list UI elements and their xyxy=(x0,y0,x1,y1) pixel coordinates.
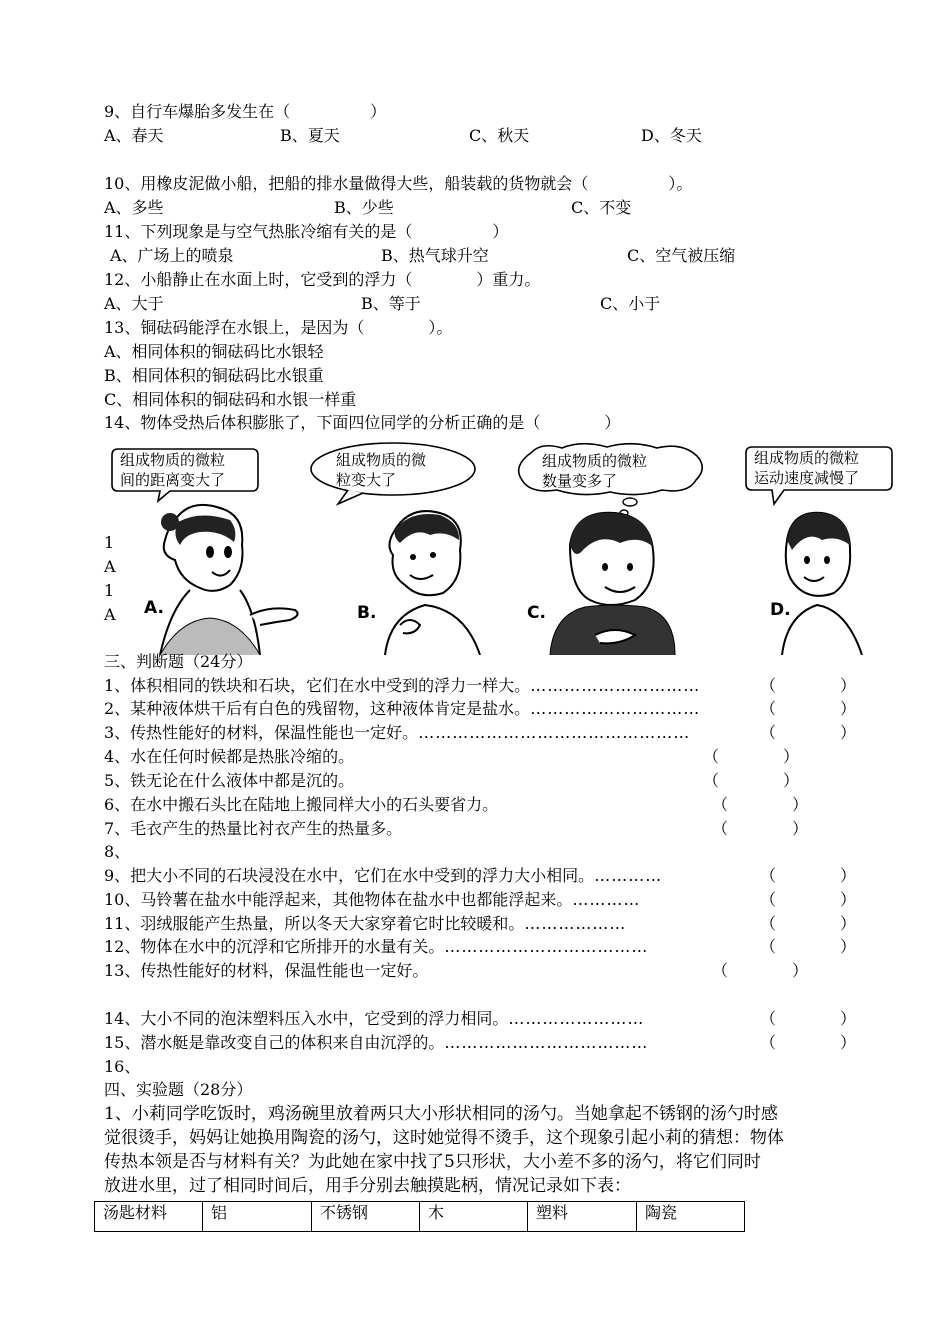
figure-label-a: A. xyxy=(144,598,164,618)
bubble-c-line1: 组成物质的微粒 xyxy=(542,452,648,470)
judge-item-3: 3、传热性能好的材料，保温性能也一定好。………………………………………… xyxy=(104,723,691,742)
bubble-b-line1: 組成物质的微 xyxy=(336,451,427,469)
experiment-paragraph-line1: 1、小莉同学吃饭时，鸡汤碗里放着两只大小形状相同的汤勺。当她拿起不锈钢的汤勺时感 xyxy=(104,1104,778,1124)
table-header-cell: 不锈钢 xyxy=(312,1202,420,1232)
answer-paren-10[interactable]: （ ） xyxy=(760,890,857,909)
section4-heading: 四、实验题（28分） xyxy=(104,1080,253,1099)
speech-bubble-d xyxy=(744,444,894,494)
q12-option-a: A、大于 xyxy=(104,294,164,313)
answer-paren-1[interactable]: （ ） xyxy=(760,676,857,695)
fragment-1: 1 xyxy=(104,533,115,552)
girl-illustration xyxy=(130,500,310,659)
speech-bubble-b xyxy=(308,442,478,497)
answer-paren-13[interactable]: （ ） xyxy=(712,961,809,980)
bubble-a-line1: 组成物质的微粒 xyxy=(120,451,226,469)
bubble-d-line1: 组成物质的微粒 xyxy=(754,449,860,467)
q11-option-c: C、空气被压缩 xyxy=(627,246,736,265)
boy-d-illustration xyxy=(762,505,872,659)
q12-option-c: C、小于 xyxy=(600,294,661,313)
q11-option-a: A、广场上的喷泉 xyxy=(110,246,234,265)
bubble-d-line2: 运动速度减慢了 xyxy=(754,469,860,487)
boy-c-illustration xyxy=(525,505,685,659)
q13-option-a: A、相同体积的铜砝码比水银轻 xyxy=(104,342,324,361)
section3-heading: 三、判断题（24分） xyxy=(104,652,253,671)
answer-paren-6[interactable]: （ ） xyxy=(712,795,809,814)
judge-item-6: 6、在水中搬石头比在陆地上搬同样大小的石头要省力。 xyxy=(104,795,499,814)
q12-option-b: B、等于 xyxy=(361,294,421,313)
fragment-3: 1 xyxy=(104,581,115,600)
answer-paren-15[interactable]: （ ） xyxy=(760,1033,857,1052)
table-header-cell: 陶瓷 xyxy=(637,1202,745,1232)
judge-item-13: 13、传热性能好的材料，保温性能也一定好。 xyxy=(104,961,429,980)
fragment-4: A xyxy=(104,605,116,624)
q10-option-c: C、不变 xyxy=(571,198,632,217)
answer-paren-5[interactable]: （ ） xyxy=(703,771,800,790)
figure-label-c: C. xyxy=(527,603,546,623)
table-header-cell: 汤匙材料 xyxy=(95,1202,203,1232)
answer-paren-4[interactable]: （ ） xyxy=(703,747,800,766)
judge-item-9: 9、把大小不同的石块浸没在水中，它们在水中受到的浮力大小相同。………… xyxy=(104,866,663,885)
q10-stem: 10、用橡皮泥做小船，把船的排水量做得大些，船装载的货物就会（ ）。 xyxy=(104,174,693,193)
judge-item-1: 1、体积相同的铁块和石块，它们在水中受到的浮力一样大。………………………… xyxy=(104,676,701,695)
answer-paren-11[interactable]: （ ） xyxy=(760,914,857,933)
answer-paren-12[interactable]: （ ） xyxy=(760,937,857,956)
bubble-b-line2: 粒变大了 xyxy=(336,471,397,489)
q9-option-a: A、春天 xyxy=(104,126,164,145)
boy-b-illustration xyxy=(355,505,505,659)
figure-label-d: D. xyxy=(770,600,791,620)
experiment-paragraph-line2: 觉很烫手，妈妈让她换用陶瓷的汤勺，这时她觉得不烫手，这个现象引起小莉的猜想：物体 xyxy=(104,1128,784,1148)
experiment-paragraph-line4: 放进水里，过了相同时间后，用手分别去触摸匙柄，情况记录如下表： xyxy=(104,1176,631,1196)
judge-item-7: 7、毛衣产生的热量比衬衣产生的热量多。 xyxy=(104,819,403,838)
q11-stem: 11、下列现象是与空气热胀冷缩有关的是（ ） xyxy=(104,222,509,241)
table-header-cell: 塑料 xyxy=(528,1202,637,1232)
table-header-cell: 铝 xyxy=(203,1202,312,1232)
q11-option-b: B、热气球升空 xyxy=(381,246,489,265)
judge-item-11: 11、羽绒服能产生热量，所以冬天大家穿着它时比较暖和。……………… xyxy=(104,914,627,933)
q9-option-c: C、秋天 xyxy=(469,126,530,145)
bubble-c-line2: 数量变多了 xyxy=(542,472,618,490)
q9-stem: 9、自行车爆胎多发生在（ ） xyxy=(104,102,387,121)
answer-paren-2[interactable]: （ ） xyxy=(760,699,857,718)
answer-paren-14[interactable]: （ ） xyxy=(760,1009,857,1028)
q10-option-b: B、少些 xyxy=(334,198,394,217)
table-header-cell: 木 xyxy=(420,1202,528,1232)
judge-item-15: 15、潜水艇是靠改变自己的体积来自由沉浮的。……………………………… xyxy=(104,1033,649,1052)
q10-option-a: A、多些 xyxy=(104,198,164,217)
speech-bubble-a xyxy=(110,445,260,495)
answer-paren-3[interactable]: （ ） xyxy=(760,723,857,742)
judge-item-10: 10、马铃薯在盐水中能浮起来，其他物体在盐水中也都能浮起来。………… xyxy=(104,890,641,909)
judge-item-14: 14、大小不同的泡沫塑料压入水中，它受到的浮力相同。…………………… xyxy=(104,1009,645,1028)
q12-stem: 12、小船静止在水面上时，它受到的浮力（ ）重力。 xyxy=(104,270,541,289)
judge-item-16: 16、 xyxy=(104,1057,141,1076)
judge-item-5: 5、铁无论在什么液体中都是沉的。 xyxy=(104,771,355,790)
q13-stem: 13、铜砝码能浮在水银上，是因为（ ）。 xyxy=(104,318,453,337)
judge-item-4: 4、水在任何时候都是热胀冷缩的。 xyxy=(104,747,355,766)
answer-paren-7[interactable]: （ ） xyxy=(712,819,809,838)
q14-stem: 14、物体受热后体积膨胀了，下面四位同学的分析正确的是（ ） xyxy=(104,413,621,432)
bubble-a-line2: 间的距离变大了 xyxy=(120,471,226,489)
judge-item-12: 12、物体在水中的沉浮和它所排开的水量有关。……………………………… xyxy=(104,937,649,956)
q13-option-b: B、相同体积的铜砝码比水银重 xyxy=(104,366,324,385)
q13-option-c: C、相同体积的铜砝码和水银一样重 xyxy=(104,390,357,409)
judge-item-2: 2、某种液体烘干后有白色的残留物，这种液体肯定是盐水。………………………… xyxy=(104,699,701,718)
experiment-paragraph-line3: 传热本领是否与材料有关？为此她在家中找了5只形状，大小差不多的汤勺，将它们同时 xyxy=(104,1152,761,1172)
judge-item-8: 8、 xyxy=(104,842,131,861)
q9-option-b: B、夏天 xyxy=(280,126,340,145)
fragment-2: A xyxy=(104,557,116,576)
q9-option-d: D、冬天 xyxy=(641,126,702,145)
figure-label-b: B. xyxy=(357,603,377,623)
table-row xyxy=(95,1202,745,1232)
speech-bubble-c xyxy=(512,442,707,502)
answer-paren-9[interactable]: （ ） xyxy=(760,866,857,885)
spoon-material-table xyxy=(94,1201,745,1232)
